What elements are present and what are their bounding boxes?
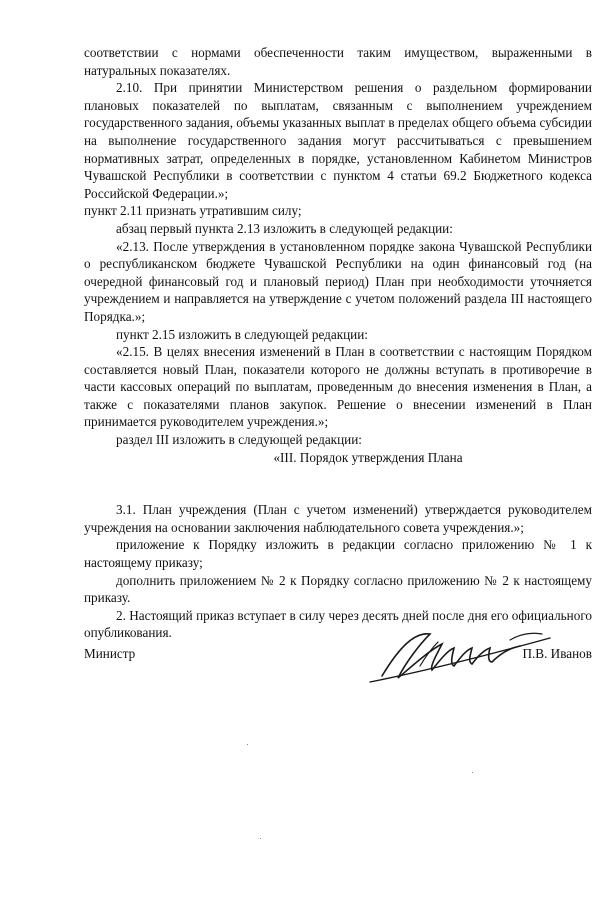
scan-speck <box>260 838 261 839</box>
paragraph-appendix-2: дополнить приложением № 2 к Порядку согласно приложению № 2 к настоящему приказу. <box>84 572 592 606</box>
signatory-name: П.В. Иванов <box>522 646 592 661</box>
paragraph-2-15-intro: пункт 2.15 изложить в следующей редакции: <box>116 326 368 342</box>
paragraph-2-15: «2.15. В целях внесения изменений в План в соответствии с настоящим Порядком составляется новый План, показатели которого не должны вступать в противоречие в части кассовых операций по выплатам, проведенным до внесения изменения в План, а также с показателями планов закупок. Решение о внесении изменений в План принимается руководителем учреждения.»; <box>84 344 592 430</box>
scan-speck <box>247 744 248 745</box>
paragraph-2-10: 2.10. При принятии Министерством решения о раздельном формировании плановых показателей по выплатам, связанным с выполнением учреждением государственного задания, объемы указанных выплат в пределах общего объема субсидии на выполнение государственного задания могут рассчитываться с превышением нормативных затрат, определенных в порядке, установленном Кабинетом Министров Чувашской Республики в соответствии с пунктом 4 статьи 69.2 Бюджетного кодекса Российской Федерации.»; <box>84 80 592 201</box>
section-heading: «III. Порядок утверждения Плана <box>273 449 463 465</box>
spacer <box>84 466 592 501</box>
paragraph-appendix-1: приложение к Порядку изложить в редакции согласно приложению № 1 к настоящему приказу; <box>84 537 592 571</box>
document-body <box>84 44 592 642</box>
paragraph-continuation: соответствии с нормами обеспеченности таким имуществом, выраженными в натуральных показателях. <box>84 45 592 78</box>
paragraph-section-3-intro: раздел III изложить в следующей редакции: <box>116 432 362 448</box>
paragraph-effective-date: 2. Настоящий приказ вступает в силу через десять дней после дня его официального опубликования. <box>84 607 592 641</box>
paragraph-2-13: «2.13. После утверждения в установленном порядке закона Чувашской Республики о республиканском бюджете Чувашской Республики на один финансовый год (на очередной финансовый год и плановый период) План при необходимости уточняется учреждением и направляется на утверждение с учетом положений раздела III настоящего Порядка.»; <box>84 238 592 324</box>
signatory-position: Министр <box>84 646 136 661</box>
signature-block <box>84 640 592 700</box>
paragraph-2-13-intro: абзац первый пункта 2.13 изложить в следующей редакции: <box>116 220 453 236</box>
paragraph-3-1: 3.1. План учреждения (План с учетом изменений) утверждается руководителем учреждения на основании заключения наблюдательного совета учреждения.»; <box>84 502 592 535</box>
paragraph-2-11: пункт 2.11 признать утратившим силу; <box>84 203 302 219</box>
scan-speck <box>472 772 473 773</box>
